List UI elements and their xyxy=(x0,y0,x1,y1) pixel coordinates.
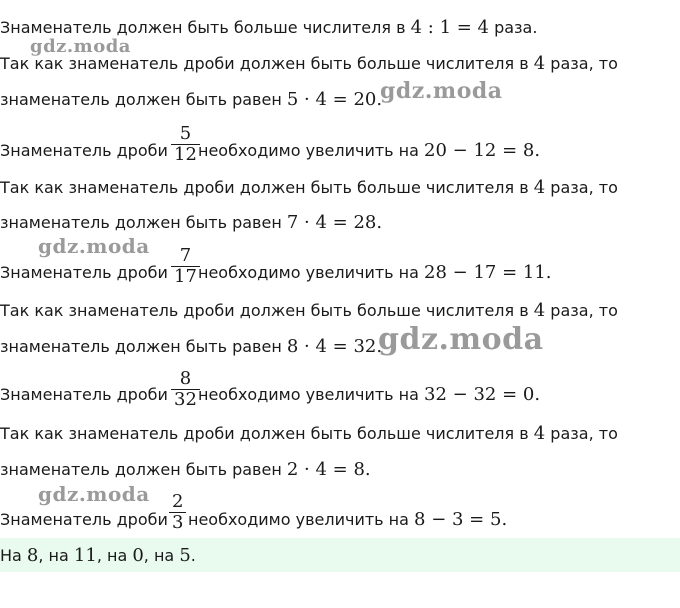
fraction-5-12: $\frac{5}{12}$ xyxy=(171,124,200,165)
result-line-1: знаменатель должен быть равен 5 · 4 = 20. xyxy=(0,89,383,110)
answer-box xyxy=(0,538,680,572)
watermark-4: gdz.moda xyxy=(378,322,544,357)
watermark-5: gdz.moda xyxy=(38,482,150,506)
watermark-2: gdz.moda xyxy=(380,78,503,104)
result-line-3: знаменатель должен быть равен 8 · 4 = 32. xyxy=(0,336,383,357)
fraction-8-32: $\frac{8}{32}$ xyxy=(171,369,200,410)
fraction-rest-4: необходимо увеличить на 8 − 3 = 5. xyxy=(188,509,508,530)
fraction-2-3: $\frac{2}{3}$ xyxy=(169,492,186,533)
fraction-line-1: Знаменатель дроби xyxy=(0,141,168,160)
intro-math: 4 : 1 = 4 xyxy=(410,17,489,38)
intro-line: Знаменатель должен быть больше числителя в 4 : 1 = 4 раза. xyxy=(0,17,538,38)
result-line-2: знаменатель должен быть равен 7 · 4 = 28. xyxy=(0,212,383,233)
rule-line-1: Так как знаменатель дроби должен быть больше числителя в 4 раза, то xyxy=(0,53,618,74)
watermark-1: gdz.moda xyxy=(30,36,131,57)
fraction-rest-1: необходимо увеличить на 20 − 12 = 8. xyxy=(198,140,541,161)
rule-line-2: Так как знаменатель дроби должен быть больше числителя в 4 раза, то xyxy=(0,177,618,198)
fraction-rest-2: необходимо увеличить на 28 − 17 = 11. xyxy=(198,262,552,283)
fraction-rest-3: необходимо увеличить на 32 − 32 = 0. xyxy=(198,384,541,405)
fraction-line-2: Знаменатель дроби xyxy=(0,263,168,282)
answer-text: На 8, на 11, на 0, на 5. xyxy=(0,545,196,566)
fraction-line-3: Знаменатель дроби xyxy=(0,385,168,404)
fraction-7-17: $\frac{7}{17}$ xyxy=(171,246,200,287)
watermark-3: gdz.moda xyxy=(38,234,150,258)
fraction-line-4: Знаменатель дроби xyxy=(0,510,168,529)
rule-line-4: Так как знаменатель дроби должен быть больше числителя в 4 раза, то xyxy=(0,423,618,444)
result-line-4: знаменатель должен быть равен 2 · 4 = 8. xyxy=(0,459,371,480)
rule-line-3: Так как знаменатель дроби должен быть больше числителя в 4 раза, то xyxy=(0,300,618,321)
